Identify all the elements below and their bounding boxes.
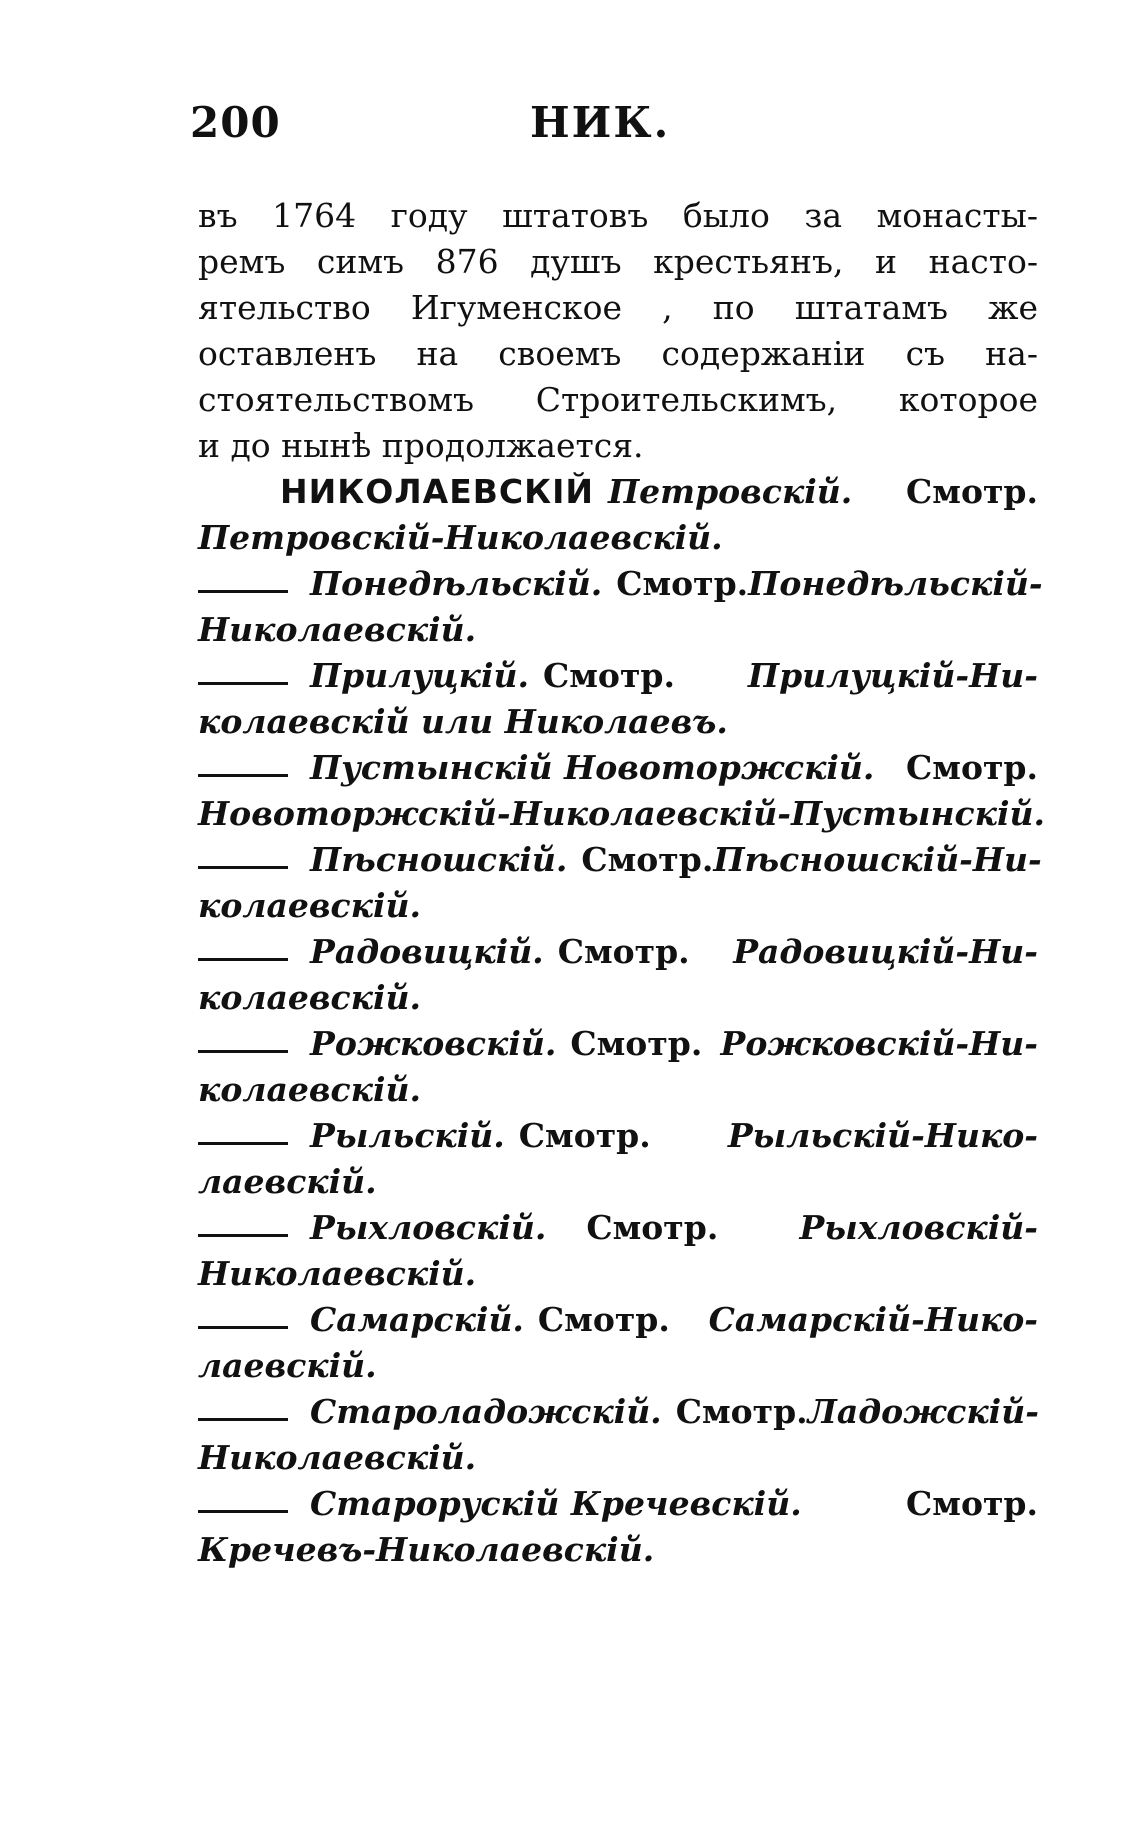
see-reference-label: Смотр. — [586, 1208, 719, 1247]
see-reference-label: Смотр. — [906, 748, 1038, 787]
entry-target: лаевскій. — [198, 1346, 377, 1385]
intro-line: оставленъ на своемъ содержаніи съ на- — [198, 334, 1038, 373]
repeat-dash — [198, 682, 288, 685]
entry-subtitle: Рыльскій. — [310, 1116, 505, 1155]
repeat-dash — [198, 866, 288, 869]
body-text — [198, 193, 1045, 1573]
entry-target: Николаевскій. — [198, 1438, 477, 1477]
entry-subtitle: Самарскій. — [310, 1300, 524, 1339]
entry-target: Николаевскій. — [198, 1254, 477, 1293]
dictionary-entry — [198, 1481, 1038, 1573]
repeat-dash — [198, 1326, 288, 1329]
dictionary-entry — [198, 653, 1038, 745]
entry-subtitle: Рыхловскій. — [310, 1208, 547, 1247]
entry-target: Рыхловскій- — [799, 1208, 1038, 1247]
see-reference-label: Смотр. — [906, 1484, 1038, 1523]
repeat-dash — [198, 958, 288, 961]
dictionary-entry — [198, 1205, 1038, 1297]
see-reference-label: Смотр. — [518, 1116, 651, 1155]
entry-subtitle: Старорускій Кречевскій. — [310, 1484, 802, 1523]
dictionary-entry — [198, 1021, 1038, 1113]
intro-line: въ 1764 году штатовъ было за монасты- — [198, 196, 1038, 235]
entry-subtitle: Пустынскій Новоторжскій. — [310, 748, 875, 787]
repeat-dash — [198, 590, 288, 593]
entry-subtitle: Понедѣльскій. — [310, 564, 603, 603]
dictionary-entry — [198, 1113, 1038, 1205]
intro-line: стоятельствомъ Строительскимъ, которое — [198, 380, 1038, 419]
dictionary-entry — [198, 837, 1042, 929]
repeat-dash — [198, 1510, 288, 1513]
entry-subtitle: Рожковскій. — [310, 1024, 557, 1063]
entry-target: Кречевъ-Николаевскій. — [198, 1530, 655, 1569]
entry-target: Рожковскій-Ни- — [720, 1024, 1038, 1063]
entry-target: колаевскій. — [198, 1070, 421, 1109]
entry-target: Прилуцкій-Ни- — [747, 656, 1038, 695]
repeat-dash — [198, 774, 288, 777]
entry-headword: НИКОЛАЕВСКІЙ — [280, 472, 594, 511]
repeat-dash — [198, 1234, 288, 1237]
entry-target: колаевскій. — [198, 978, 421, 1017]
intro-line: ятельство Игуменское , по штатамъ же — [198, 288, 1038, 327]
entry-target: Понедѣльскій- — [748, 564, 1043, 603]
entry-subtitle: Пѣсношскій. — [310, 840, 568, 879]
entry-target: Пѣсношскій-Ни- — [713, 840, 1042, 879]
see-reference-label: Смотр. — [616, 564, 749, 603]
intro-line: ремъ симъ 876 душъ крестьянъ, и насто- — [198, 242, 1038, 281]
entry-target: колаевскій или Николаевъ. — [198, 702, 728, 741]
entry-target: Рыльскій-Нико- — [727, 1116, 1038, 1155]
see-reference-label: Смотр. — [537, 1300, 670, 1339]
entry-subtitle: Петровскій. — [608, 472, 853, 511]
entry-subtitle: Староладожскій. — [310, 1392, 662, 1431]
entry-target: Николаевскій. — [198, 610, 477, 649]
dictionary-entry — [198, 469, 1038, 561]
intro-paragraph — [198, 193, 1038, 469]
see-reference-label: Смотр. — [557, 932, 690, 971]
repeat-dash — [198, 1418, 288, 1421]
dictionary-entry — [198, 745, 1045, 837]
intro-line: и до нынѣ продолжается. — [198, 426, 644, 465]
dictionary-entry — [198, 929, 1038, 1021]
entry-target: Самарскій-Нико- — [708, 1300, 1038, 1339]
page-number: 200 — [190, 98, 281, 147]
entry-target: Ладожскій- — [807, 1392, 1039, 1431]
entry-target: лаевскій. — [198, 1162, 377, 1201]
see-reference-label: Смотр. — [581, 840, 714, 879]
see-reference-label: Смотр. — [906, 472, 1038, 511]
dictionary-entry — [198, 1389, 1038, 1481]
running-head: НИК. — [530, 98, 671, 147]
entry-subtitle: Радовицкій. — [310, 932, 544, 971]
dictionary-entry — [198, 1297, 1038, 1389]
repeat-dash — [198, 1050, 288, 1053]
entry-subtitle: Прилуцкій. — [310, 656, 529, 695]
page-header — [190, 98, 1040, 158]
entry-target: Петровскій-Николаевскій. — [198, 518, 723, 557]
repeat-dash — [198, 1142, 288, 1145]
see-reference-label: Смотр. — [543, 656, 675, 695]
entry-target: колаевскій. — [198, 886, 421, 925]
see-reference-label: Смотр. — [570, 1024, 703, 1063]
dictionary-entry — [198, 561, 1043, 653]
entry-target: Радовицкій-Ни- — [733, 932, 1038, 971]
see-reference-label: Смотр. — [675, 1392, 808, 1431]
entry-target: Новоторжскій-Николаевскій-Пустынскій. — [198, 794, 1045, 833]
